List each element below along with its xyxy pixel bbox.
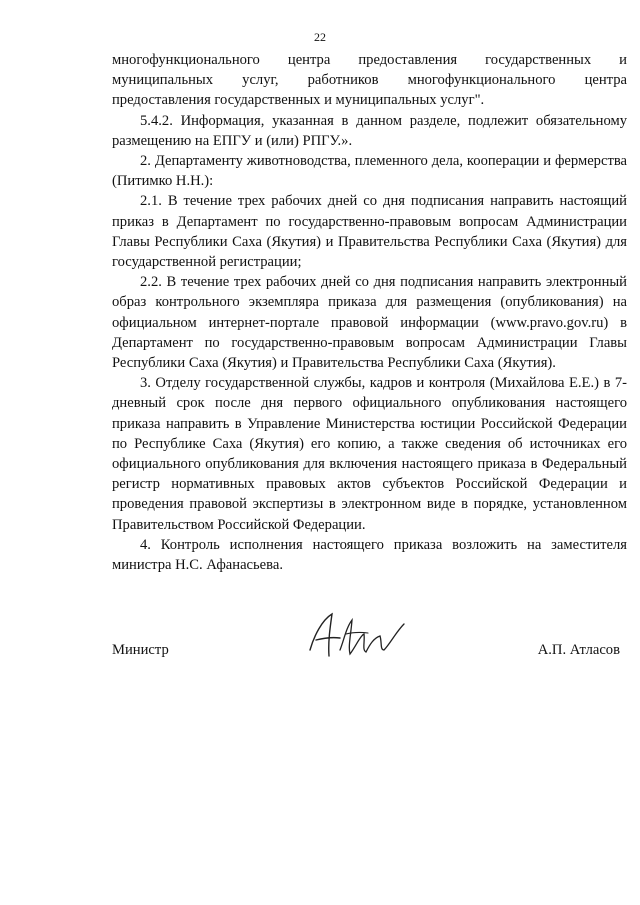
paragraph-2: 2. Департаменту животноводства, племенного дела, кооперации и фермерства (Питимко Н.Н.): bbox=[112, 153, 627, 190]
paragraph-3: 3. Отделу государственной службы, кадров и контроля (Михайлова Е.Е.) в 7-дневный срок после дня первого официального опубликования настоящего приказа направить в Управление Министерства юстиции Российской Федерации по Республике Саха (Якутия) его копию, а также сведения об источниках его официального опубликования для включения настоящего приказа в Федеральный регистр нормативных правовых актов субъектов Российской Федерации и проведения правовой экспертизы в электронном виде в порядке, установленном Правительством Российской Федерации. bbox=[112, 375, 627, 533]
paragraph-2-1: 2.1. В течение трех рабочих дней со дня подписания направить настоящий приказ в Департамент по государственно-правовым вопросам Администрации Главы Республики Саха (Якутия) и Правительства Республики Саха (Якутия) для государственной регистрации; bbox=[112, 193, 627, 271]
signature-block bbox=[112, 600, 620, 670]
handwritten-signature bbox=[302, 606, 412, 666]
signer-title: Министр bbox=[112, 642, 169, 658]
page-number: 22 bbox=[314, 30, 326, 44]
signer-name: А.П. Атласов bbox=[537, 642, 620, 658]
paragraph-5-4-2: 5.4.2. Информация, указанная в данном разделе, подлежит обязательному размещению на ЕПГУ и (или) РПГУ.». bbox=[112, 112, 627, 149]
paragraph-2-2: 2.2. В течение трех рабочих дней со дня подписания направить электронный образ контрольного экземпляра приказа для размещения (опубликования) на официальном интернет-портале правовой информации (www.pravo.gov.ru) в Департамент по государственно-правовым вопросам Администрации Главы Республики Саха (Якутия) и Правительства Республики Саха (Якутия). bbox=[112, 274, 627, 372]
paragraph-continuation: многофункционального центра предоставления государственных и муниципальных услуг, работников многофункционального центра предоставления государственных и муниципальных услуг". bbox=[112, 52, 627, 109]
document-body bbox=[112, 50, 627, 575]
paragraph-4: 4. Контроль исполнения настоящего приказа возложить на заместителя министра Н.С. Афанасьева. bbox=[112, 536, 627, 574]
